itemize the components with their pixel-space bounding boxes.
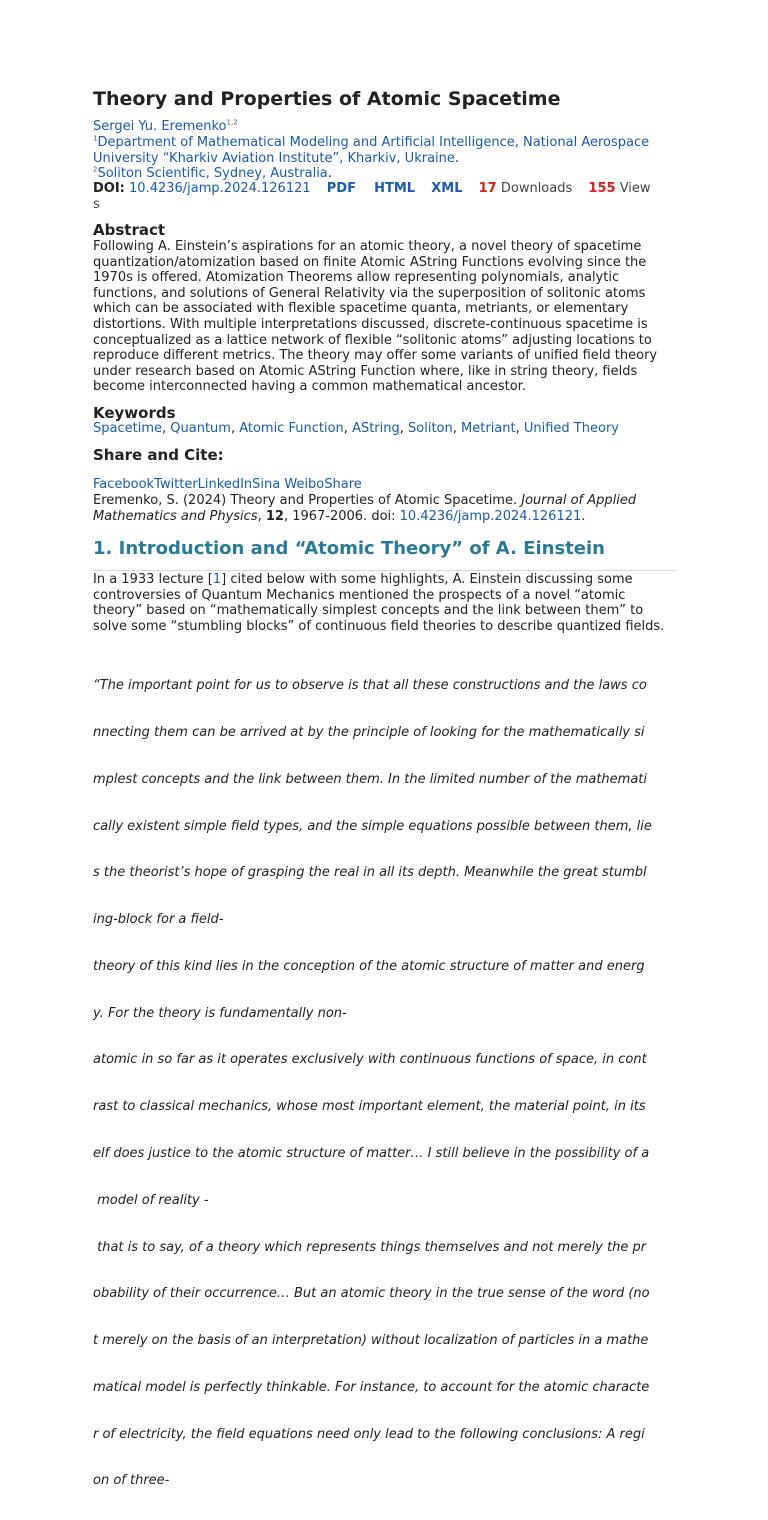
twitter-share-link[interactable]: Twitter [154, 477, 198, 492]
keyword-link[interactable]: Unified Theory [523, 421, 619, 436]
citation-pages: , 1967-2006. doi: [283, 508, 400, 524]
quote-line: model of reality - [93, 1192, 209, 1208]
author-sup: 1,2 [226, 118, 238, 127]
keywords-heading: Keywords [93, 404, 176, 422]
intro-text-post: ] cited below with some highlights, A. Einstein discussing some controversies of Quantum Mechanics mentioned the prospects of a novel “atomic theory” based on “mathematically simplest concepts and the link between them” to solve some “stumbling blocks” of continuous field theories to describe quantized fields. [93, 572, 665, 634]
affiliation-1 [93, 135, 675, 166]
html-link[interactable]: HTML [374, 181, 416, 196]
keyword-sep: , [162, 421, 171, 436]
keyword-sep: , [230, 421, 240, 436]
affiliation-2-link[interactable]: Soliton Scientific, Sydney, Australia [97, 166, 328, 181]
citation-sep: , [257, 508, 266, 524]
share-heading: Share and Cite: [93, 446, 224, 464]
quote-line: on of three- [93, 1473, 170, 1489]
views-label-wrap: s [93, 196, 100, 212]
keyword-link[interactable]: Spacetime [93, 421, 162, 436]
keyword-link[interactable]: AString [352, 421, 400, 436]
citation-end: . [581, 508, 586, 524]
quote-line: elf does justice to the atomic structure of matter… I still believe in the possibility of a [93, 1146, 650, 1161]
article-title: Theory and Properties of Atomic Spacetime [93, 88, 561, 110]
pdf-link[interactable]: PDF [326, 181, 356, 196]
citation [93, 493, 677, 524]
doi-link[interactable]: 10.4236/jamp.2024.126121 [129, 181, 311, 196]
facebook-share-link[interactable]: Facebook [93, 477, 155, 492]
author-link[interactable]: Sergei Yu. Eremenko [93, 119, 227, 134]
affiliation-2-tail: . [327, 166, 332, 181]
keyword-link[interactable]: Metriant [461, 421, 516, 436]
affiliation-1-sup: 1 [93, 134, 98, 143]
citation-journal: Journal of Applied Mathematics and Physics [93, 493, 637, 524]
keywords-list [93, 421, 675, 437]
affiliation-2-sup: 2 [93, 165, 98, 174]
keyword-link[interactable]: Quantum [170, 421, 231, 436]
quote-line: y. For the theory is fundamentally non- [93, 1005, 347, 1021]
keyword-link[interactable]: Soliton [408, 421, 453, 436]
keyword-sep: , [343, 421, 353, 436]
quote-line: rast to classical mechanics, whose most important element, the material point, in its [93, 1099, 646, 1115]
section-divider [93, 570, 677, 571]
doi-bar [93, 181, 675, 212]
author-line [93, 119, 675, 135]
xml-link[interactable]: XML [431, 181, 463, 196]
quote-line: nnecting them can be arrived at by the principle of looking for the mathematically si [93, 724, 645, 740]
linkedin-share-link[interactable]: LinkedIn [197, 477, 253, 492]
quote-line: r of electricity, the field equations need only lead to the following conclusions: A regi [93, 1426, 645, 1442]
citation-text: Eremenko, S. (2024) Theory and Properties of Atomic Spacetime. [93, 493, 522, 508]
quote-line: t merely on the basis of an interpretation) without localization of particles in a mathe [93, 1333, 649, 1349]
abstract-heading: Abstract [93, 221, 166, 239]
keyword-link[interactable]: Atomic Function [239, 421, 344, 436]
reference-link[interactable]: 1 [212, 572, 222, 587]
quote-line: ing-block for a field- [93, 912, 224, 928]
sina-weibo-share-link[interactable]: Sina Weibo [252, 477, 325, 492]
quote-line: atomic in so far as it operates exclusively with continuous functions of space, in cont [93, 1052, 647, 1068]
share-links [93, 477, 675, 492]
quote-line: theory of this kind lies in the conception of the atomic structure of matter and energ [93, 958, 645, 974]
citation-doi-link[interactable]: 10.4236/jamp.2024.126121 [399, 508, 582, 524]
downloads-label: Downloads [500, 181, 573, 196]
affiliation-1-tail: . [454, 150, 460, 166]
downloads-count: 17 [478, 181, 497, 196]
quote-line: matical model is perfectly thinkable. For instance, to account for the atomic characte [93, 1379, 650, 1395]
abstract-text: Following A. Einstein’s aspirations for an atomic theory, a novel theory of spacetime quantization/atomization based on finite Atomic AString Functions evolving since the 1970s is offered. Atomization Theorems allow representing polynomials, analytic functions, and solutions of General Relativity via the superposition of solitonic atoms which can be associated with flexible spacetime quanta, metriants, or elementary distortions. With multiple interpretations discussed, discrete-continuous spacetime is conceptualized as a lattice network of flexible “solitonic atoms” adjusting locations to reproduce different metrics. The theory may offer some variants of unified field theory under research based on Atomic AString Function where, like in string theory, fields become interconnected having a common mathematical ancestor. [93, 239, 658, 395]
intro-paragraph [93, 572, 677, 634]
keyword-sep: , [399, 421, 409, 436]
keyword-sep: , [452, 421, 462, 436]
keyword-sep: , [515, 421, 524, 436]
quote-line: mplest concepts and the link between them. In the limited number of the mathemati [93, 771, 648, 787]
doi-label: DOI: [93, 181, 125, 196]
quote-line: “The important point for us to observe is that all these constructions and the laws co [93, 678, 647, 694]
share-link[interactable]: Share [324, 477, 362, 492]
views-label: View [619, 181, 651, 196]
quote-line: s the theorist’s hope of grasping the real in all its depth. Meanwhile the great stumbl [93, 865, 647, 881]
views-count: 155 [588, 181, 616, 196]
quote-line: that is to say, of a theory which represents things themselves and not merely the pr [93, 1239, 647, 1255]
quote-line: obability of their occurrence… But an atomic theory in the true sense of the word (no [93, 1286, 650, 1302]
intro-text-pre: In a 1933 lecture [ [93, 572, 213, 587]
section-heading: 1. Introduction and “Atomic Theory” of A. Einstein [93, 538, 605, 559]
einstein-quote [93, 647, 693, 1520]
citation-volume: 12 [265, 508, 284, 524]
affiliation-1-link[interactable]: Department of Mathematical Modeling and Artificial Intelligence, National Aerospace University “Kharkiv Aviation Institute”, Kharkiv, Ukraine [93, 135, 650, 166]
quote-line: cally existent simple field types, and the simple equations possible between them, lie [93, 818, 652, 834]
affiliation-2 [93, 166, 675, 182]
